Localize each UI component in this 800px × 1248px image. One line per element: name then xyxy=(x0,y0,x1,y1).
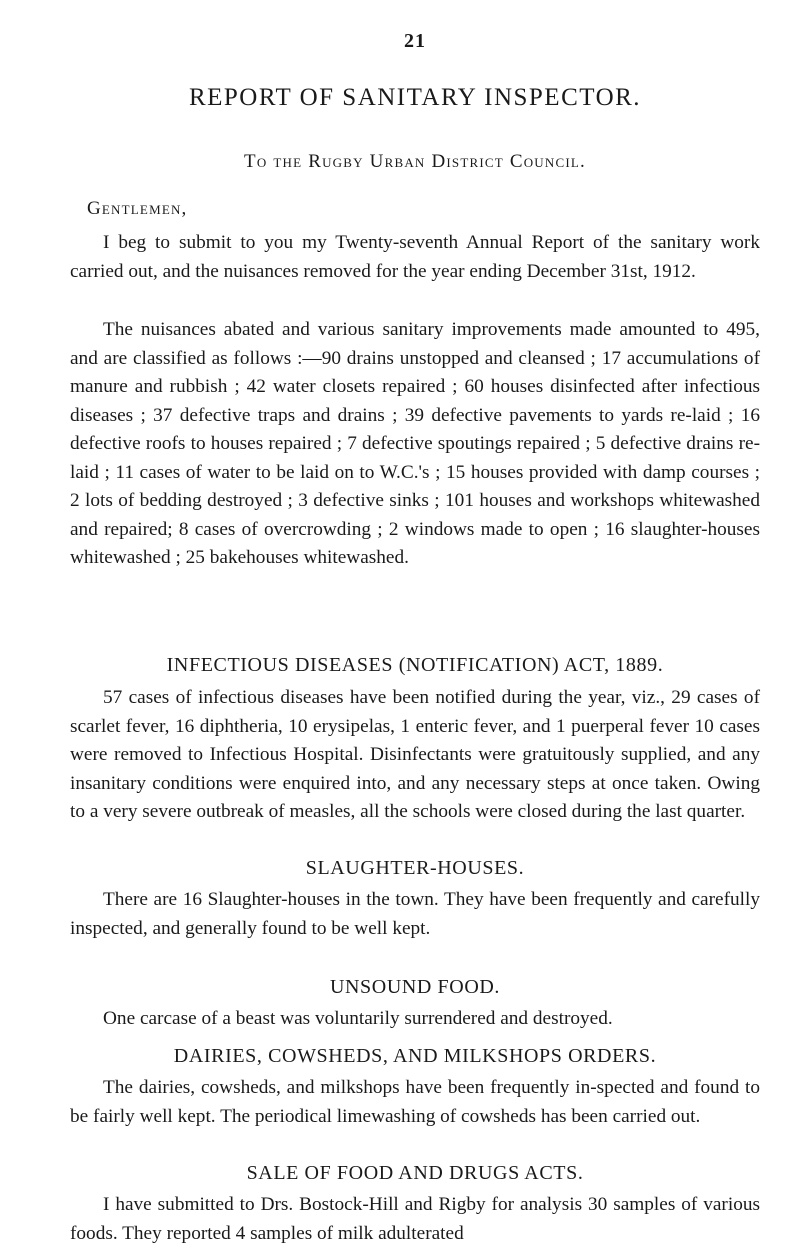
section-heading-slaughter-houses: SLAUGHTER-HOUSES. xyxy=(305,857,525,879)
section-heading-sale-of-food: SALE OF FOOD AND DRUGS ACTS. xyxy=(246,1162,584,1184)
intro-paragraph: I beg to submit to you my Twenty-seventh Annual Report of the sanitary work carried out, and the nuisances removed for the year ending December 31st, 1912. xyxy=(70,232,760,282)
section-heading-unsound-food: UNSOUND FOOD. xyxy=(329,976,501,998)
nuisances-paragraph: The nuisances abated and various sanitary improvements made amounted to 495, and are classified as follows :—90 drains unstopped and cleansed ; 17 accumulations of manure and rubbish ; 42 water closets repaired ; 60 houses disinfected after infectious diseases ; 37 defective traps and drains ; 39 defective pavements to yards re-laid ; 16 defective roofs to houses repaired ; 7 defective spoutings repaired ; 5 defective drains re-laid ; 11 cases of water to be laid on to W.C.'s ; 15 houses provided with damp courses ; 2 lots of bedding destroyed ; 3 defective sinks ; 101 houses and workshops whitewashed and repaired; 8 cases of overcrowding ; 2 windows made to open ; 16 slaughter-houses whitewashed ; 25 bakehouses whitewashed. xyxy=(70,319,760,568)
section-heading-dairies: DAIRIES, COWSHEDS, AND MILKSHOPS ORDERS. xyxy=(173,1045,657,1067)
section-body-dairies: The dairies, cowsheds, and milkshops have been frequently in-spected and found to be fairly well kept. The periodical limewashing of cowsheds has been carried out. xyxy=(70,1077,760,1127)
section-body-sale-of-food: I have submitted to Drs. Bostock-Hill and Rigby for analysis 30 samples of various foods. They reported 4 samples of milk adulterated xyxy=(70,1194,760,1244)
section-body-unsound-food: One carcase of a beast was voluntarily surrendered and destroyed. xyxy=(103,1008,613,1029)
addressee-line: To the Rugby Urban District Council. xyxy=(244,151,586,172)
section-heading-infectious-diseases: INFECTIOUS DISEASES (NOTIFICATION) ACT, 1889. xyxy=(166,654,664,676)
page-number: 21 xyxy=(404,30,426,52)
section-body-slaughter-houses: There are 16 Slaughter-houses in the town. They have been frequently and carefully inspected, and generally found to be well kept. xyxy=(70,889,760,939)
section-body-infectious-diseases: 57 cases of infectious diseases have been notified during the year, viz., 29 cases of scarlet fever, 16 diphtheria, 10 erysipelas, 1 enteric fever, and 1 puerperal fever 10 cases were removed to Infectious Hospital. Disinfectants were gratuitously supplied, and any insanitary conditions were enquired into, and any necessary steps at once taken. Owing to a very severe outbreak of measles, all the schools were closed during the last quarter. xyxy=(70,687,760,822)
salutation: Gentlemen, xyxy=(87,198,188,219)
report-title: REPORT OF SANITARY INSPECTOR. xyxy=(188,84,642,111)
